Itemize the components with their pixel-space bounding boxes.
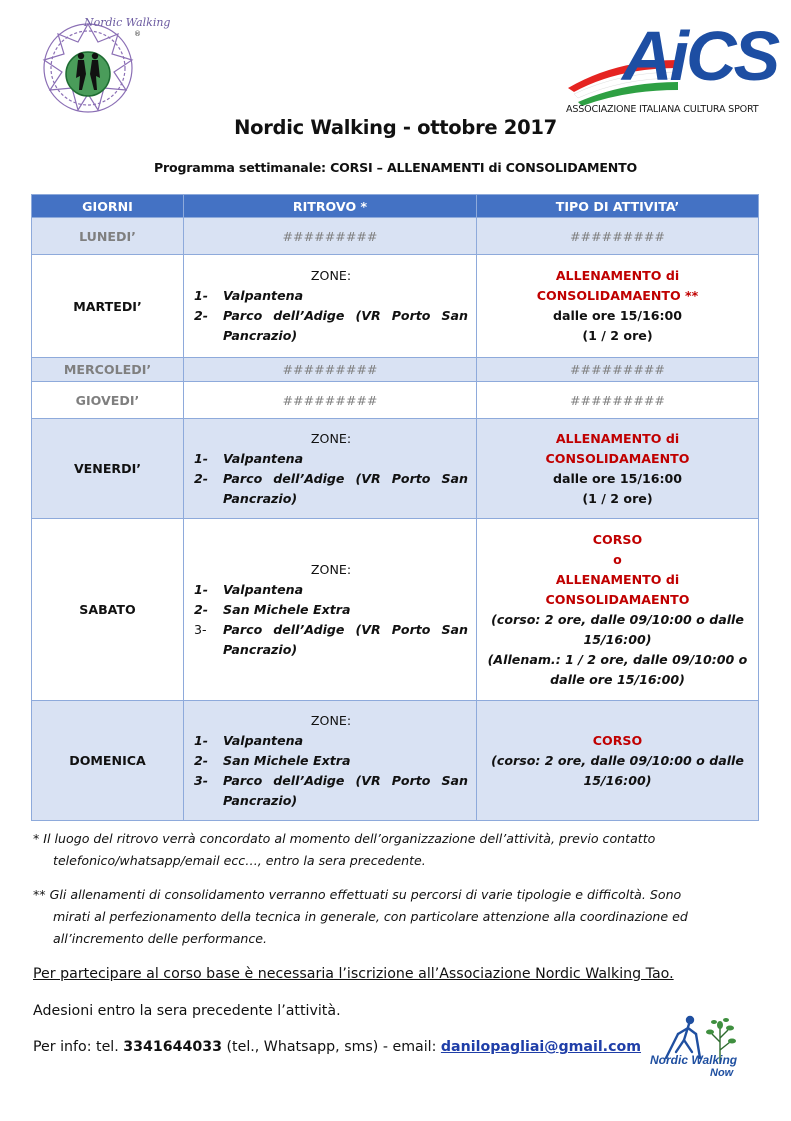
zone-item: 3- Parco dell’Adige (VR Porto San Pancrazio)	[194, 772, 468, 808]
email-link[interactable]: danilopagliai@gmail.com	[440, 1039, 642, 1055]
logo-wordmark: Nordic Walking	[650, 1053, 738, 1067]
attivita-domenica: CORSO (corso: 2 ore, dalle 09/10:00 o dalle 15/16:00)	[477, 701, 759, 821]
ritrovo-sabato	[184, 519, 477, 701]
day-lunedi: LUNEDI’	[32, 218, 184, 255]
table-row-giovedi	[32, 382, 759, 419]
zones-label: ZONE:	[310, 561, 352, 577]
phone-number: 3341644033	[123, 1039, 222, 1055]
aics-wordmark: AiCS	[622, 17, 778, 95]
table-row-venerdi	[32, 419, 759, 519]
requirement-text: Per partecipare al corso base è necessaria l’iscrizione all’Associazione Nordic Walking Tao.	[33, 966, 674, 982]
placeholder-cell: #########	[477, 358, 759, 382]
day-mercoledi: MERCOLEDI’	[32, 358, 184, 382]
table-row-domenica	[32, 701, 759, 821]
table-header-row	[32, 195, 759, 218]
header-giorni: GIORNI	[32, 195, 184, 218]
page-title: Nordic Walking - ottobre 2017	[234, 116, 557, 139]
zone-item: 1- Valpantena	[194, 581, 304, 597]
zone-item: 2- San Michele Extra	[194, 601, 351, 617]
svg-text:®: ®	[134, 30, 141, 38]
aics-logo	[566, 17, 778, 120]
day-martedi: MARTEDI’	[32, 255, 184, 358]
zones-label: ZONE:	[310, 268, 352, 283]
day-venerdi: VENERDI’	[32, 419, 184, 519]
placeholder-cell: #########	[477, 218, 759, 255]
logo-now: Now	[710, 1067, 734, 1079]
left-logo-text: Nordic Walking	[84, 16, 171, 29]
day-sabato: SABATO	[32, 519, 184, 701]
ritrovo-martedi	[184, 255, 477, 358]
page-subtitle: Programma settimanale: CORSI – ALLENAMENTI di CONSOLIDAMENTO	[153, 160, 638, 175]
attivita-sabato: CORSO o ALLENAMENTO di CONSOLIDAMAENTO (corso: 2 ore, dalle 09/10:00 o dalle 15/16:00) (Allenam.: 1 / 2 ore, dalle 09/10:00 o dalle ore 15/16:00)	[477, 519, 759, 701]
weekly-schedule-table	[31, 194, 759, 821]
placeholder-cell: #########	[184, 358, 477, 382]
zone-item: 1- Valpantena	[194, 732, 304, 748]
contact-info: Per info: tel. 3341644033 (tel., Whatsapp, sms) - email: danilopagliai@gmail.com	[33, 1039, 642, 1055]
table-row-lunedi	[32, 218, 759, 255]
zone-item: 1- Valpantena	[194, 450, 304, 466]
table-row-sabato	[32, 519, 759, 701]
placeholder-cell: #########	[184, 382, 477, 419]
attivita-venerdi: ALLENAMENTO di CONSOLIDAMAENTO dalle ore 15/16:00 (1 / 2 ore)	[477, 419, 759, 519]
zones-label: ZONE:	[310, 712, 352, 728]
attivita-martedi: ALLENAMENTO di CONSOLIDAMAENTO ** dalle ore 15/16:00 (1 / 2 ore)	[477, 255, 759, 358]
day-domenica: DOMENICA	[32, 701, 184, 821]
zone-item: 3- Parco dell’Adige (VR Porto San Pancrazio)	[194, 621, 468, 657]
footnote-allenamenti: ** Gli allenamenti di consolidamento verranno effettuati su percorsi di varie tipologie e difficoltà. Sono mirati al perfezionamento della tecnica in generale, con particolare attenzione alla coordinazione ed all’incremento delle performance.	[33, 887, 688, 946]
adhesion-text: Adesioni entro la sera precedente l’attività.	[33, 1003, 341, 1019]
nordic-walking-now-logo	[648, 1012, 746, 1082]
table-row-martedi	[32, 255, 759, 358]
table-row-mercoledi	[32, 358, 759, 382]
day-giovedi: GIOVEDI’	[32, 382, 184, 419]
footnote-ritrovo: * Il luogo del ritrovo verrà concordato al momento dell’organizzazione dell’attività, previo contatto telefonico/whatsapp/email ecc…, entro la sera precedente.	[33, 831, 656, 868]
ritrovo-venerdi	[184, 419, 477, 519]
header-tipo-attivita: TIPO DI ATTIVITA’	[477, 195, 759, 218]
zone-item: 1- Valpantena	[194, 288, 304, 303]
placeholder-cell: #########	[477, 382, 759, 419]
header-ritrovo: RITROVO *	[184, 195, 477, 218]
zones-label: ZONE:	[310, 430, 352, 446]
zone-item: 2- Parco dell’Adige (VR Porto San Pancrazio)	[194, 308, 468, 343]
zone-item: 2- San Michele Extra	[194, 752, 351, 768]
nordic-walking-logo	[30, 12, 171, 122]
placeholder-cell: #########	[184, 218, 477, 255]
ritrovo-domenica	[184, 701, 477, 821]
zone-item: 2- Parco dell’Adige (VR Porto San Pancrazio)	[194, 470, 468, 506]
aics-subtitle: ASSOCIAZIONE ITALIANA CULTURA SPORT	[566, 104, 759, 115]
